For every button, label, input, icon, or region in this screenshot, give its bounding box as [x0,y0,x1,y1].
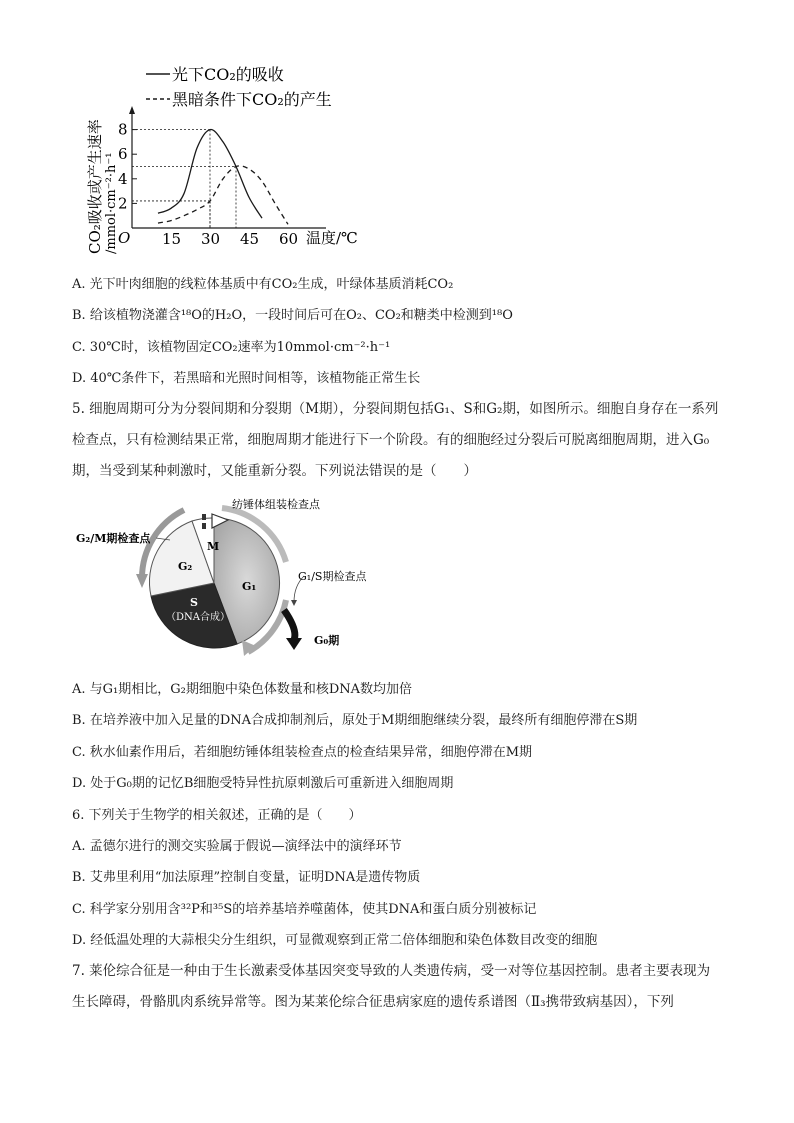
g1-label: G₁ [242,580,257,593]
spindle-checkpoint-label: 纺锤体组装检查点 [232,498,320,511]
cell-cycle-diagram [72,490,402,670]
x-tick-label: 45 [240,230,260,248]
y-tick-label: 4 [118,169,128,188]
q6-stem: 6. 下列关于生物学的相关叙述，正确的是（ ） [72,808,362,823]
origin-label: O [118,229,131,247]
y-axis-label-2: /mmol·cm⁻²·h⁻¹ [104,152,119,254]
q4-option-a: A. 光下叶肉细胞的线粒体基质中有CO₂生成，叶绿体基质消耗CO₂ [72,277,454,292]
x-axis-label: 温度/℃ [306,229,358,247]
y-axis-label-1: CO₂吸收或产生速率 [86,119,104,254]
legend-dashed: 黑暗条件下CO₂的产生 [172,90,332,109]
q7-stem: 7. 莱伦综合征是一种由于生长激素受体基因突变导致的人类遗传病，受一对等位基因控制。患者主要表现为生长障碍，骨骼肌肉系统异常等。图为某莱伦综合征患病家庭的遗传系谱图（Ⅱ₃携带致病基因），下列 [72,963,711,1010]
q5-option-a: A. 与G₁期相比，G₂期细胞中染色体数量和核DNA数均加倍 [72,682,413,697]
g0-exit-arrow [284,610,295,640]
q4-option-d: D. 40℃条件下，若黑暗和光照时间相等，该植物能正常生长 [72,371,421,386]
q5-option-b: B. 在培养液中加入足量的DNA合成抑制剂后，原处于M期细胞继续分裂，最终所有细胞停滞在S期 [72,713,638,728]
x-tick-label: 60 [279,230,299,248]
g1s-checkpoint-label: G₁/S期检查点 [298,570,367,583]
s-sub-label: （DNA合成） [166,612,230,623]
s-label: S [190,596,198,609]
q5-option-c: C. 秋水仙素作用后，若细胞纺锤体组装检查点的检查结果异常，细胞停滞在M期 [72,745,533,760]
q6-option-c: C. 科学家分别用含³²P和³⁵S的培养基培养噬菌体，使其DNA和蛋白质分别被标记 [72,902,537,917]
y-tick-label: 2 [118,194,128,213]
g0-label: G₀期 [314,634,340,647]
q5-option-d: D. 处于G₀期的记忆B细胞受特异性抗原刺激后可重新进入细胞周期 [72,776,454,791]
co2-rate-chart [62,62,382,260]
q4-option-c: C. 30℃时，该植物固定CO₂速率为10mmol·cm⁻²·h⁻¹ [72,340,391,355]
m-label: M [207,540,220,553]
y-tick-label: 6 [118,145,128,164]
g2-label: G₂ [178,560,193,573]
g2m-checkpoint-label: G₂/M期检查点 [76,532,151,545]
legend-solid: 光下CO₂的吸收 [172,65,284,84]
q6-option-d: D. 经低温处理的大蒜根尖分生组织，可显微观察到正常二倍体细胞和染色体数目改变的细胞 [72,933,598,948]
x-tick-label: 15 [162,230,182,248]
q4-option-b: B. 给该植物浇灌含¹⁸O的H₂O，一段时间后可在O₂、CO₂和糖类中检测到¹⁸O [72,308,513,323]
q6-option-b: B. 艾弗里利用“加法原理”控制自变量，证明DNA是遗传物质 [72,870,421,885]
q6-option-a: A. 孟德尔进行的测交实验属于假说—演绎法中的演绎环节 [72,839,402,854]
series-dark-co2-release [158,166,288,224]
x-tick-label: 30 [201,230,221,248]
y-tick-label: 8 [118,120,128,139]
q5-stem: 5. 细胞周期可分为分裂间期和分裂期（M期），分裂间期包括G₁、S和G₂期，如图所示。细胞自身存在一系列检查点，只有检测结果正常，细胞周期才能进行下一个阶段。有的细胞经过分裂后可脱离细胞周期，进入G₀期，当受到某种刺激时，又能重新分裂。下列说法错误的是（ ） [72,401,719,479]
